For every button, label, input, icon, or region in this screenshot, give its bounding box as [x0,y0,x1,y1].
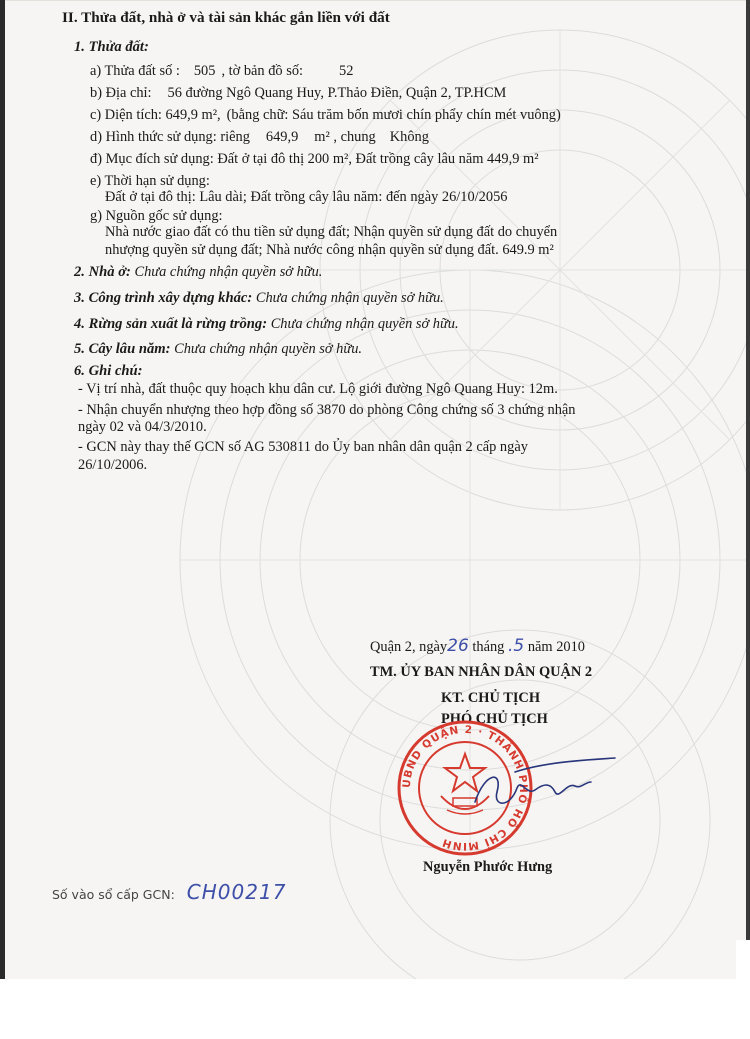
area-line [90,106,561,124]
term-value: Đất ở tại đô thị: Lâu dài; Đất trồng cây lâu năm: đến ngày 26/10/2056 [105,189,508,205]
forest-value: Chưa chứng nhận quyền sở hữu. [270,316,459,332]
signer-role-2: PHÓ CHỦ TỊCH [441,711,548,727]
registry-label: Số vào sổ cấp GCN: [52,887,175,902]
signer-role-1: KT. CHỦ TỊCH [441,690,541,706]
origin-line-1: Nhà nước giao đất có thu tiền sử dụng đất; Nhận quyền sử dụng đất do chuyển [105,224,558,240]
plot-line [90,62,353,80]
perennial-heading: 5. Cây lâu năm: [74,341,171,357]
issuing-org: TM. ỦY BAN NHÂN DÂN QUẬN 2 [370,664,593,680]
land-heading: 1. Thửa đất: [74,39,149,55]
note-line-1: - Vị trí nhà, đất thuộc quy hoạch khu dân cư. Lộ giới đường Ngô Quang Huy: 12m. [78,381,558,397]
shared-value: Không [389,129,429,145]
issue-date [370,637,585,656]
date-month: .5 [507,636,525,656]
notes-heading: 6. Ghi chú: [74,363,143,379]
construction-heading: 3. Công trình xây dựng khác: [74,290,253,306]
signer-name: Nguyễn Phước Hưng [423,859,553,875]
date-year: năm 2010 [527,639,585,655]
date-day: 26 [447,636,469,656]
perennial-value: Chưa chứng nhận quyền sở hữu. [174,341,363,357]
forest-heading: 4. Rừng sản xuất là rừng trồng: [74,316,268,332]
scan-edge-left [0,0,5,1039]
address-label: b) Địa chỉ: [90,85,152,101]
perennial-line [74,340,362,358]
map-number: 52 [339,63,354,79]
date-month-label: tháng [472,639,505,655]
registry-line [52,880,287,904]
plot-number: 505 [193,63,216,79]
note-line-5: 26/10/2006. [78,457,148,473]
map-label: , tờ bản đồ số: [221,63,304,79]
date-place: Quận 2, ngày [370,639,448,655]
term-label: e) Thời hạn sử dụng: [90,173,210,189]
note-line-3: ngày 02 và 04/3/2010. [78,419,207,435]
house-heading: 2. Nhà ở: [74,264,131,280]
purpose-value: Đất ở tại đô thị 200 m², Đất trồng cây lâu năm 449,9 m² [217,151,539,167]
house-line [74,263,322,281]
private-area: 649,9 [265,129,299,145]
scan-edge-right [746,0,750,1039]
scan-margin-bottom [0,979,750,1039]
area-value: 649,9 m², [165,107,221,123]
area-label: c) Diện tích: [90,107,162,123]
note-line-2: - Nhận chuyển nhượng theo hợp đồng số 3870 do phòng Công chứng số 3 chứng nhận [78,402,576,418]
purpose-line [90,150,539,168]
registry-number: CH00217 [186,880,287,904]
construction-line [74,289,444,307]
purpose-label: đ) Mục đích sử dụng: [90,151,214,167]
area-words: (bằng chữ: Sáu trăm bốn mươi chín phẩy chín mét vuông) [226,107,561,123]
address-line [90,84,506,102]
signature-icon [455,752,625,822]
forest-line [74,315,459,333]
note-line-4: - GCN này thay thế GCN số AG 530811 do Ủy ban nhân dân quận 2 cấp ngày [78,439,528,455]
address-value: 56 đường Ngô Quang Huy, P.Thảo Điền, Quận 2, TP.HCM [167,85,507,101]
usage-form-line [90,128,429,146]
plot-label: a) Thửa đất số : [90,63,180,79]
section-title: II. Thửa đất, nhà ở và tài sản khác gắn liền với đất [62,9,390,26]
shared-label: m² , chung [314,129,376,145]
usage-form-label: d) Hình thức sử dụng: riêng [90,129,250,145]
house-value: Chưa chứng nhận quyền sở hữu. [134,264,323,280]
stamp-text: UBND QUẬN 2 · THÀNH PHỐ HỒ CHÍ MINH [400,723,530,853]
origin-label: g) Nguồn gốc sử dụng: [90,208,223,224]
origin-line-2: nhượng quyền sử dụng đất; Nhà nước công nhận quyền sử dụng đất. 649.9 m² [105,242,554,258]
construction-value: Chưa chứng nhận quyền sở hữu. [255,290,444,306]
